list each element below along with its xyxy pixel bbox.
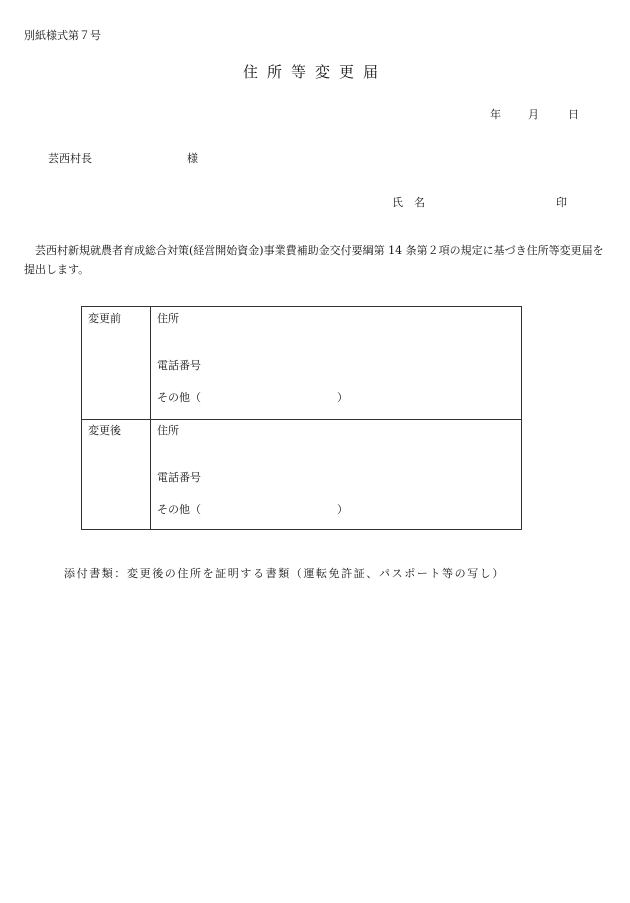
after-other-close: ） [337, 503, 348, 516]
before-other-close: ） [337, 391, 348, 404]
after-phone-label: 電話番号 [157, 471, 201, 484]
document-title: 住所等変更届 [242, 63, 387, 81]
body-text: 芸西村新規就農者育成総合対策(経営開始資金)事業費補助金交付要綱第 14 条第２項の規定に基づき住所等変更届を提出します。 [24, 244, 604, 276]
attachment-note: 添付書類：変更後の住所を証明する書類（運転免許証、パスポート等の写し） [64, 567, 505, 580]
date-month-label: 月 [528, 108, 539, 121]
after-address-label: 住所 [157, 424, 179, 437]
table-row-divider [82, 419, 521, 420]
addressee-name: 芸西村長 [48, 152, 92, 165]
applicant-name-label: 氏 名 [392, 196, 425, 209]
before-other-open: その他（ [157, 391, 201, 404]
before-other-label [157, 389, 348, 405]
before-change-label: 変更前 [88, 312, 121, 325]
change-table [81, 306, 522, 530]
after-other-label [157, 501, 348, 517]
before-address-label: 住所 [157, 312, 179, 325]
after-change-label: 変更後 [88, 424, 121, 437]
addressee-honorific: 様 [187, 152, 198, 165]
before-phone-label: 電話番号 [157, 359, 201, 372]
date-year-label: 年 [490, 108, 501, 121]
table-column-divider [150, 307, 151, 529]
date-day-label: 日 [568, 108, 579, 121]
form-number: 別紙様式第７号 [24, 29, 101, 42]
after-other-open: その他（ [157, 503, 201, 516]
date-line [490, 106, 579, 122]
applicant-seal-label: 印 [556, 196, 567, 209]
